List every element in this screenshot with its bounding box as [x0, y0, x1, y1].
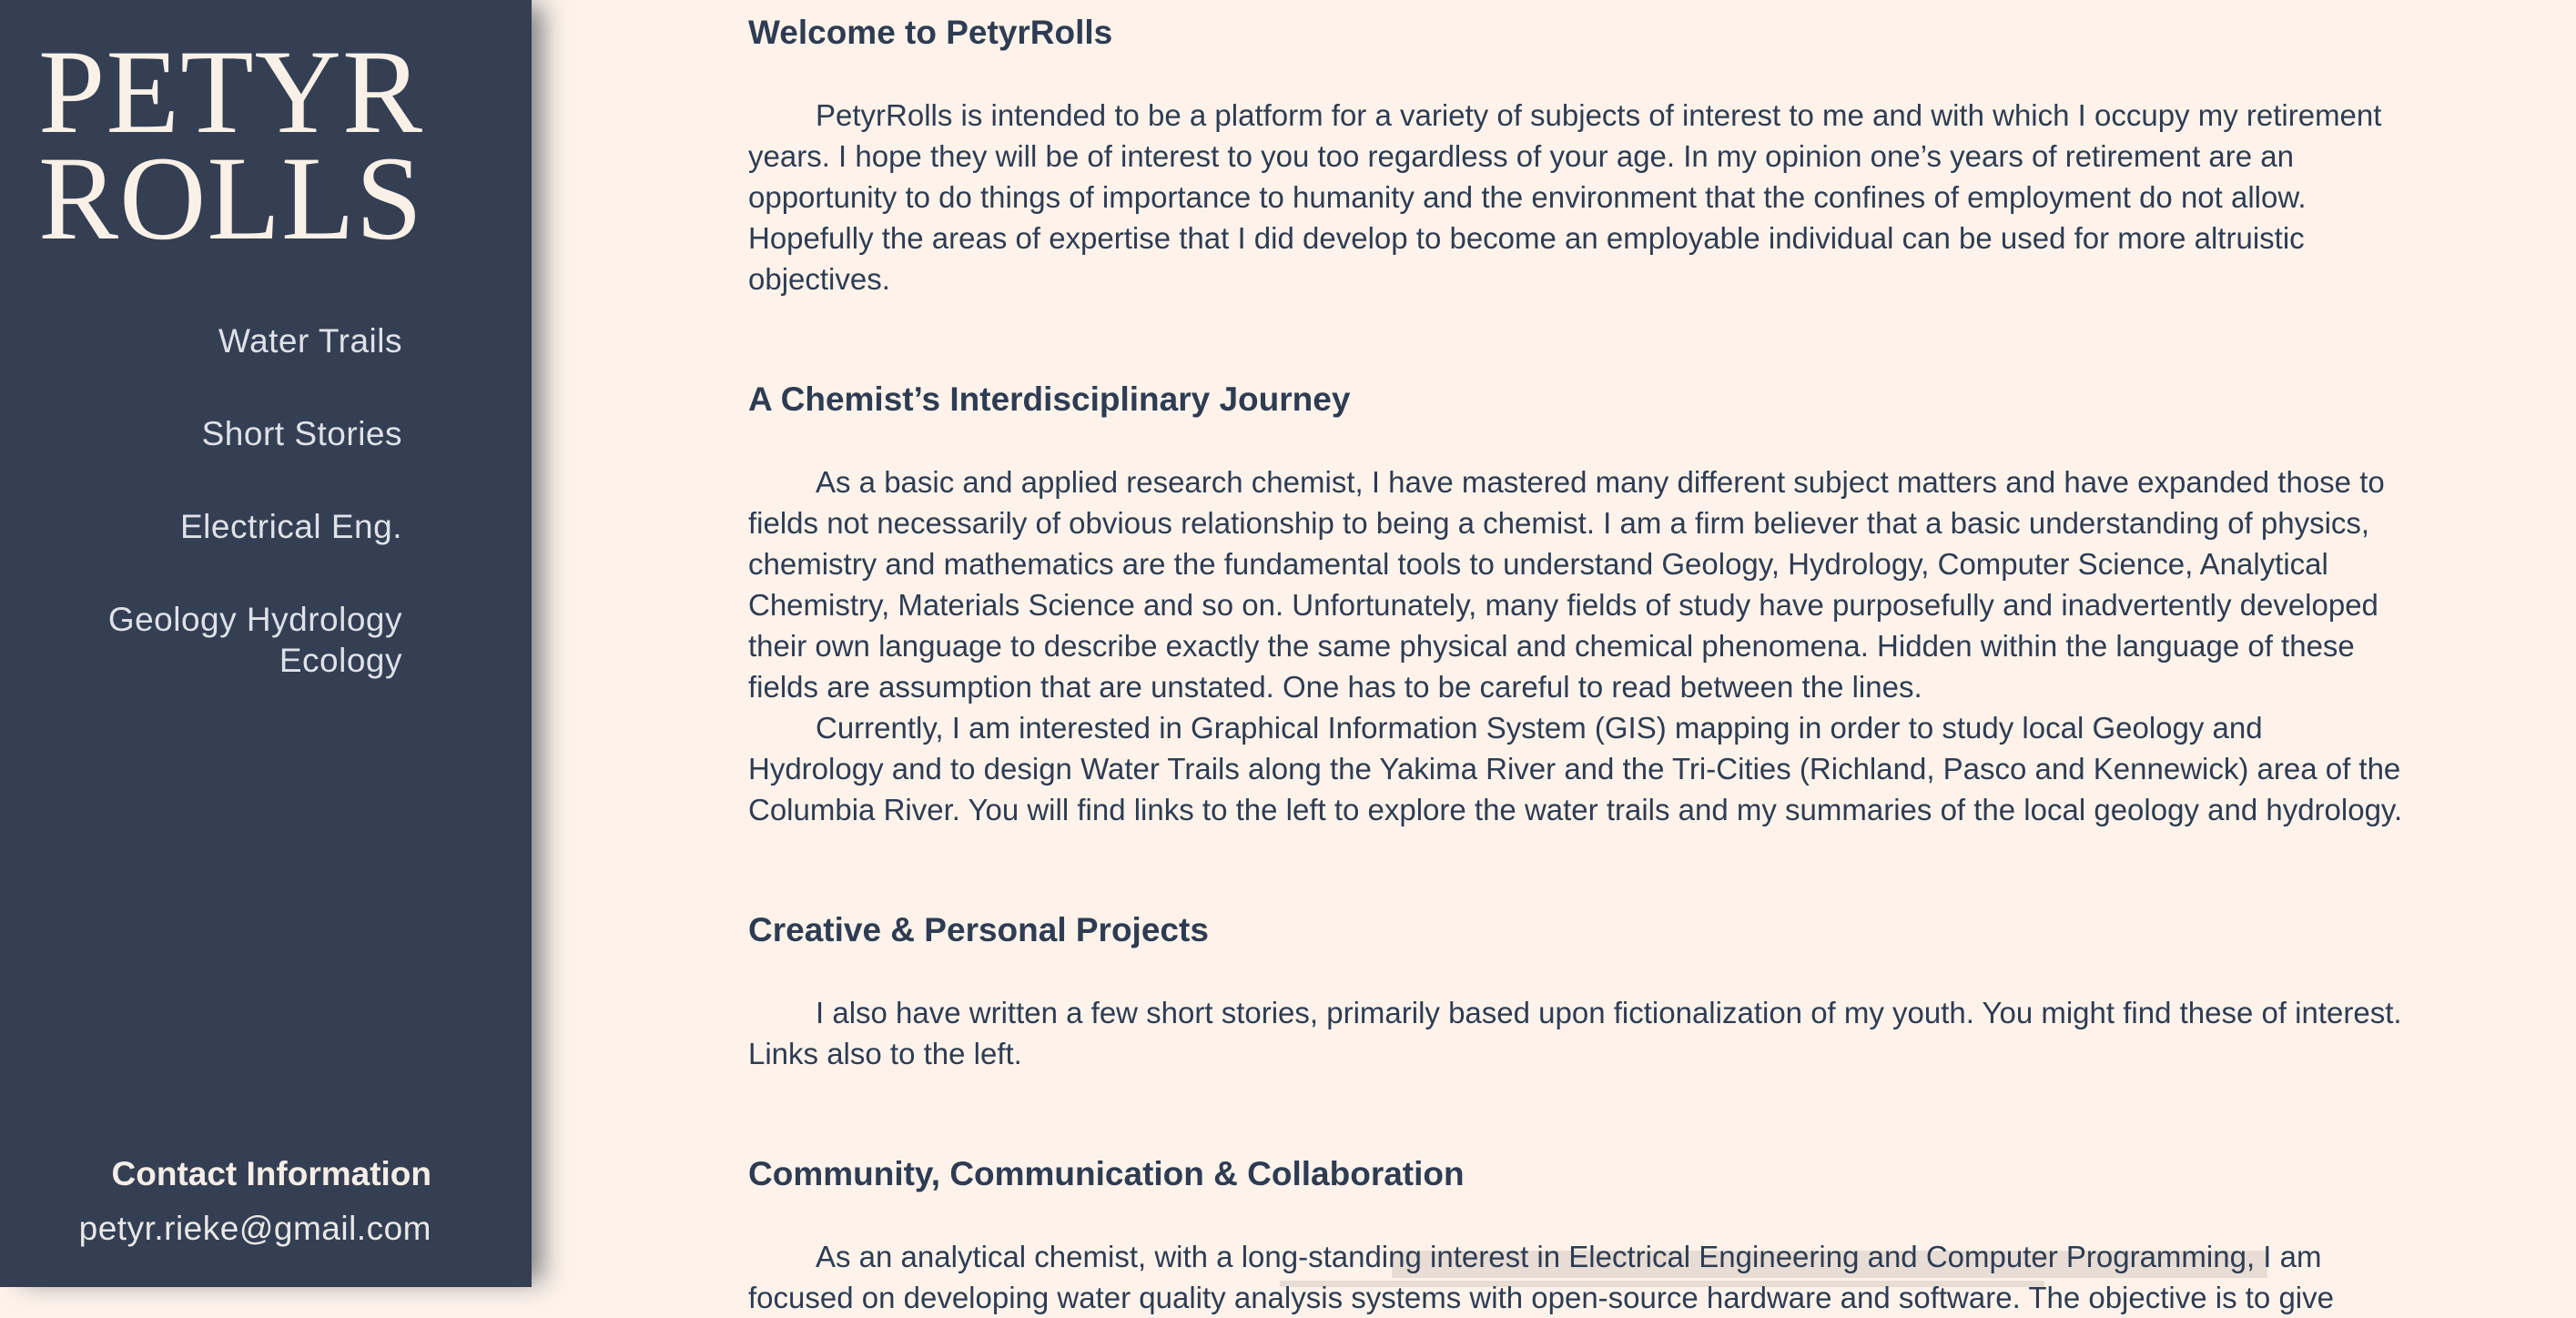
- intro-paragraph: PetyrRolls is intended to be a platform for a variety of subjects of interest to me and with which I occupy my retirement years. I hope they will be of interest to you too regardless of your age. In my opinion one’s years of retirement are an opportunity to do things of importance to humanity and the environment that the confines of employment do not allow. Hopefully the areas of expertise that I did develop to become an employable individual can be used for more altruistic objectives.: [748, 98, 2382, 296]
- section-creative-projects: [748, 908, 2403, 1074]
- section-community-collaboration: [748, 1152, 2403, 1318]
- section-paragraph: Currently, I am interested in Graphical Information System (GIS) mapping in order to study local Geology and Hydrology and to design Water Trails along the Yakima River and the Tri-Cities (Richland, Pasco and Kennewick) area of the Columbia River. You will find links to the left to explore the water trails and my summaries of the local geology and hydrology.: [748, 711, 2403, 826]
- site-logo[interactable]: [0, 0, 532, 265]
- section-chemists-journey: [748, 378, 2403, 830]
- site-logo-line2: ROLLS: [38, 131, 424, 265]
- nav-item-geology-hydrology-ecology[interactable]: Geology Hydrology Ecology: [107, 601, 402, 679]
- section-heading: Creative & Personal Projects: [748, 911, 1209, 948]
- contact-section: [79, 1153, 532, 1249]
- nav-item-electrical-eng[interactable]: Electrical Eng.: [180, 508, 402, 545]
- sidebar: [0, 0, 532, 1287]
- site-logo-line1: PETYR: [38, 25, 424, 158]
- section-heading: Community, Communication & Collaboration: [748, 1155, 1465, 1192]
- contact-email[interactable]: petyr.rieke@gmail.com: [78, 1210, 431, 1247]
- nav-item-short-stories[interactable]: Short Stories: [201, 415, 402, 452]
- contact-heading: Contact Information: [111, 1155, 431, 1192]
- section-paragraph: As a basic and applied research chemist, I have mastered many different subject matters and have expanded those to fields not necessarily of obvious relationship to being a chemist. I am a firm believer that a basic understanding of physics, chemistry and mathematics are the fundamental tools to understand Geology, Hydrology, Computer Science, Analytical Chemistry, Materials Science and so on. Unfortunately, many fields of study have purposefully and inadvertently developed their own language to describe exactly the same physical and chemical phenomena. Hidden within the language of these fields are assumption that are unstated. One has to be careful to read between the lines.: [748, 465, 2385, 704]
- intro-section: [748, 95, 2403, 299]
- sidebar-nav: [0, 320, 532, 681]
- section-paragraph: I also have written a few short stories, primarily based upon fictionalization of my youth. You might find these of interest. Links also to the left.: [748, 996, 2402, 1070]
- section-heading: A Chemist’s Interdisciplinary Journey: [748, 380, 1351, 418]
- page-title: Welcome to PetyrRolls: [748, 14, 1113, 51]
- article: [748, 11, 2403, 1318]
- main-content: [532, 0, 2576, 1314]
- section-paragraph: As an analytical chemist, with a long-standing interest in Electrical Engineering and Computer Programming, I am focused on developing water quality analysis systems with open-source hardware and software. The objective is to give: [748, 1240, 2334, 1314]
- nav-item-water-trails[interactable]: Water Trails: [218, 322, 402, 360]
